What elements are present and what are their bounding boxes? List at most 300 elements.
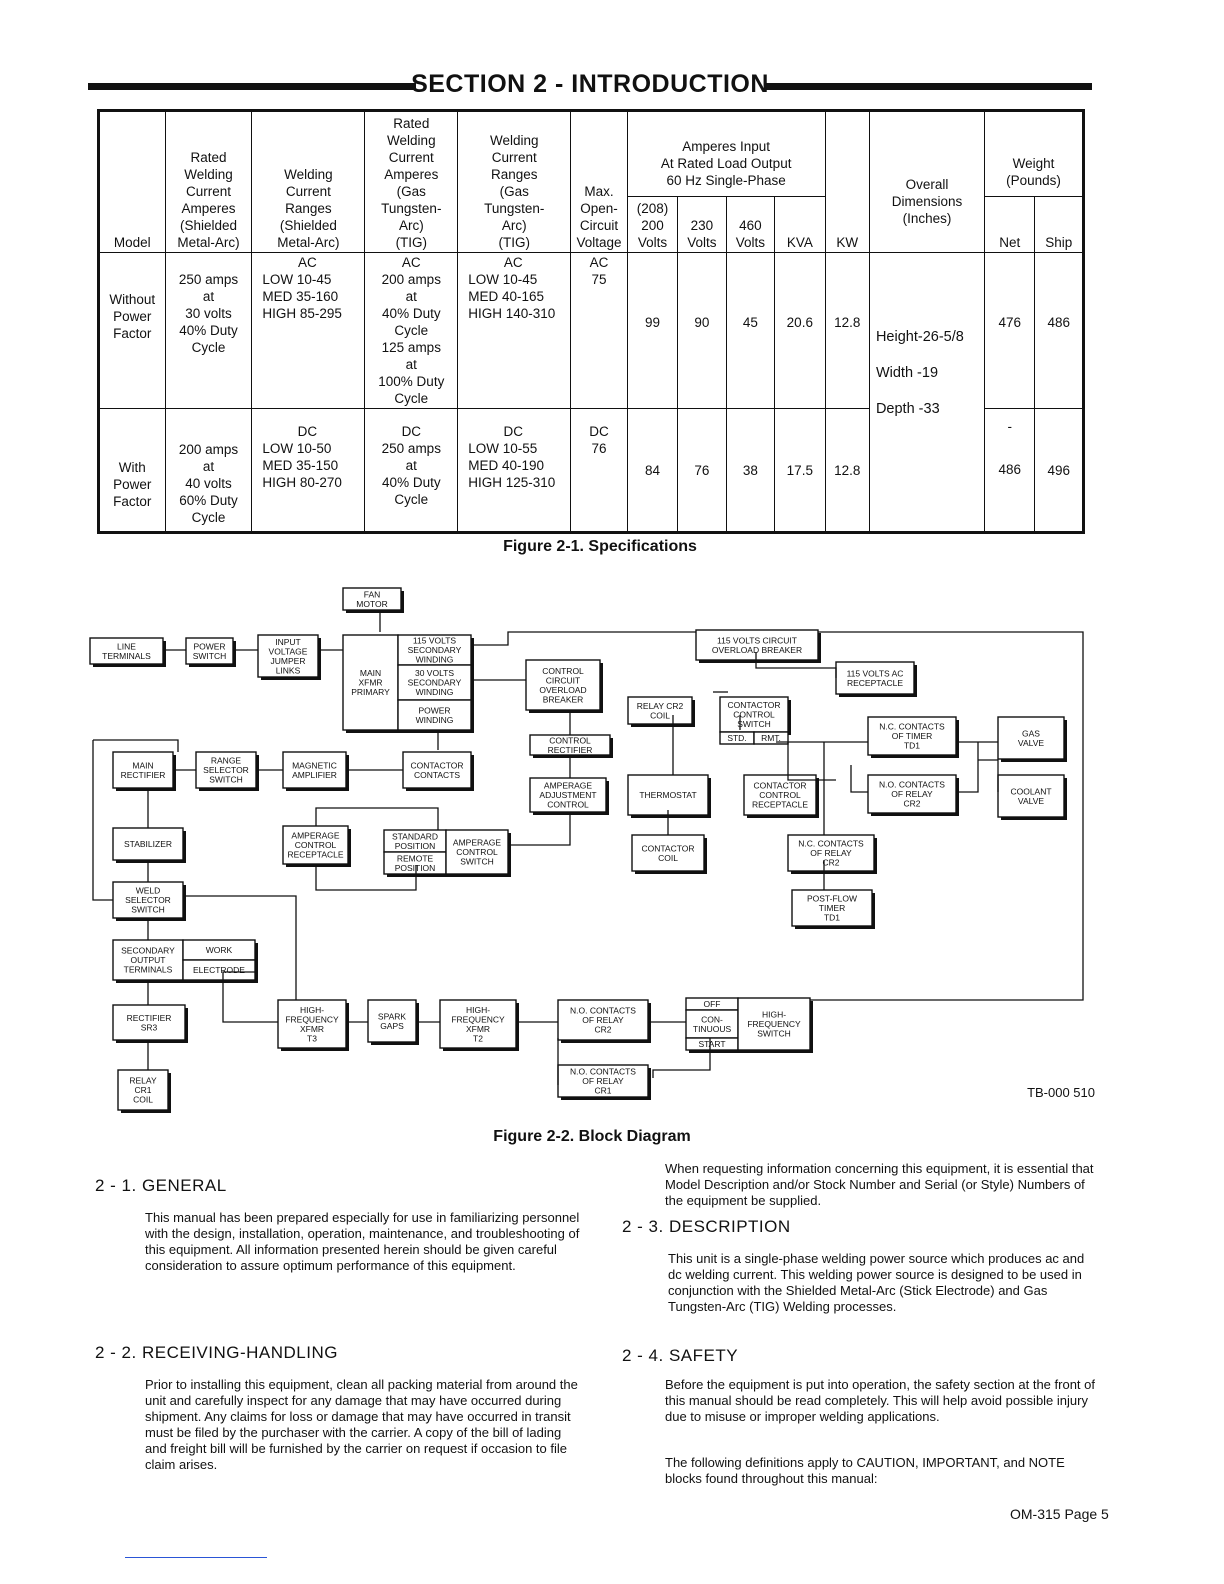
- hdr-net: Net: [985, 197, 1035, 253]
- cell-ship: 496: [1035, 409, 1084, 533]
- block-label: OF RELAY: [582, 1015, 624, 1025]
- cell-line: (Shielded: [279, 218, 337, 233]
- block-label: POWER: [193, 641, 226, 652]
- block-label: SELECTOR: [203, 765, 249, 775]
- cell-rated-tig: [365, 409, 458, 533]
- breaker-115-block: [696, 630, 821, 663]
- text-safety: Before the equipment is put into operation, the safety section at the front of this manual should be read completely. This will help avoid possible injury due to misuse or improper welding applications.: [665, 1377, 1095, 1424]
- cell-line: (TIG): [498, 235, 530, 250]
- block-label: FREQUENCY: [747, 1019, 801, 1029]
- contactor-receptacle-block: [744, 775, 819, 818]
- block-label: VALVE: [1017, 795, 1045, 806]
- cell-line: HIGH 140-310: [468, 306, 556, 321]
- block-label: 115 VOLTS CIRCUIT: [717, 635, 797, 646]
- block-label: N.C. CONTACTS: [798, 838, 864, 849]
- cell-line: LOW 10-45: [262, 272, 332, 287]
- block-label: RECEPTACLE: [846, 677, 904, 688]
- block-label: START: [698, 1039, 726, 1049]
- relay-cr2-coil-block: [628, 697, 695, 727]
- cell-dimensions: [869, 253, 984, 533]
- block-label: T2: [473, 1033, 483, 1044]
- block-label: AMPLIFIER: [292, 769, 337, 780]
- cell-line: AC: [298, 255, 317, 270]
- contactor-coil-block: [632, 835, 707, 874]
- cell-line: [168, 254, 250, 271]
- cell-line: 250 amps: [178, 272, 239, 287]
- cell-kva: 20.6: [775, 253, 825, 409]
- block-label: SPARK: [377, 1011, 407, 1022]
- block-label: HIGH-: [761, 1009, 787, 1020]
- cell-line: Cycle: [191, 340, 226, 355]
- block-label: GAS: [1022, 728, 1040, 739]
- block-label: SELECTOR: [125, 895, 171, 905]
- cell-line: Amperes: [181, 201, 236, 216]
- cell-line: Tungsten-: [381, 201, 442, 216]
- block-label: MAIN: [359, 668, 382, 678]
- amp-receptacle-block: [283, 826, 351, 867]
- cell-line: AC: [589, 255, 609, 270]
- cell-line: 250 amps: [381, 441, 441, 456]
- cell-a200: 99: [627, 253, 677, 409]
- block-label: MOTOR: [356, 598, 388, 609]
- block-label: TD1: [823, 912, 841, 923]
- cell-line: (Pounds): [1006, 172, 1061, 188]
- cell-line: Arc): [398, 218, 424, 233]
- contactor-switch-block: [720, 697, 791, 735]
- block-label: MAGNETIC: [292, 760, 337, 771]
- cell-line: 75: [591, 272, 607, 287]
- cell-line: 60% Duty: [179, 493, 238, 508]
- amp-switch-block: [446, 830, 511, 877]
- cell-rated-smaw: [165, 253, 252, 409]
- cell-line: At Rated Load Output: [660, 156, 792, 171]
- block-label: REMOTE: [396, 853, 434, 864]
- block-label: N.O. CONTACTS: [570, 1005, 636, 1016]
- contactor-contacts-block: [403, 752, 474, 791]
- cell-net: 476: [985, 253, 1035, 409]
- hdr-model: Model: [99, 111, 166, 253]
- cell-line: Cycle: [394, 323, 429, 338]
- cell-line: Current: [285, 184, 331, 199]
- relay-cr1-coil-block: [118, 1070, 171, 1113]
- cell-ocv: [571, 253, 628, 409]
- cell-line: Welding: [387, 133, 436, 148]
- block-label: SWITCH: [460, 856, 494, 867]
- block-label: COIL: [133, 1094, 153, 1105]
- block-label: VALVE: [1017, 737, 1045, 748]
- cell-line: Cycle: [191, 510, 226, 525]
- no-relay-cr1-block: [558, 1065, 651, 1100]
- cell-line: 40% Duty: [382, 475, 441, 490]
- cell-line: Height-26-5/8: [875, 329, 964, 345]
- block-label: CONTROL: [294, 840, 337, 850]
- cell-line: Power: [113, 477, 152, 492]
- hdr-230: [678, 197, 726, 253]
- block-label: POST-FLOW: [806, 893, 858, 904]
- secondary-output-block: [113, 940, 186, 983]
- cell-line: Current: [491, 150, 537, 165]
- cell-line: Power: [113, 309, 152, 324]
- cell-a230: 90: [678, 253, 726, 409]
- cell-line: at: [202, 459, 215, 474]
- cell-line: at: [405, 357, 417, 372]
- block-label: T3: [307, 1033, 317, 1044]
- cell-line: Volts: [687, 235, 717, 250]
- nc-relay-cr2-block: [788, 835, 877, 874]
- main-rectifier-block: [113, 752, 176, 791]
- cell-line: Width -19: [875, 365, 939, 381]
- cell-line: 200 amps: [178, 442, 239, 457]
- cell-line: LOW 10-45: [468, 272, 538, 287]
- cell-rated-tig: [365, 253, 458, 409]
- block-label: CONTACTOR: [641, 843, 695, 854]
- figure-1-caption: Figure 2-1. Specifications: [503, 538, 697, 555]
- hdr-rated-tig: [365, 111, 458, 253]
- block-label: JUMPER: [270, 655, 306, 666]
- cell-line: (TIG): [395, 235, 428, 250]
- block-label: INPUT: [275, 636, 301, 647]
- figure-2-caption: Figure 2-2. Block Diagram: [493, 1128, 691, 1145]
- cell-line: (208): [636, 201, 669, 216]
- block-label: POWER: [418, 705, 451, 716]
- block-label: RECEPTACLE: [287, 849, 344, 860]
- block-label: SWITCH: [131, 904, 165, 915]
- cell-line: DC: [297, 424, 318, 439]
- block-label: XFMR: [465, 1023, 491, 1034]
- block-label: CONTROL: [549, 735, 591, 746]
- block-label: ELECTRODE: [193, 965, 245, 975]
- hdr-weight: [985, 111, 1084, 197]
- cell-line: Circuit: [579, 218, 619, 233]
- cell-line: HIGH 80-270: [262, 475, 342, 490]
- block-label: STABILIZER: [123, 839, 173, 849]
- block-label: CR2: [594, 1024, 612, 1035]
- hdr-kva: KVA: [775, 197, 825, 253]
- hdr-460: [726, 197, 774, 253]
- hf-xfmr-t2-block: [440, 1000, 519, 1051]
- block-label: OF RELAY: [891, 789, 933, 799]
- power-switch-block: [186, 638, 236, 667]
- cell-line: Weight: [1012, 155, 1055, 171]
- cell-line: 76: [591, 441, 607, 456]
- block-label: OF RELAY: [582, 1076, 624, 1086]
- cell-line: Factor: [113, 494, 152, 509]
- block-label: LINE: [117, 641, 136, 652]
- cell-line: Metal-Arc): [177, 235, 240, 250]
- block-label: OUTPUT: [130, 955, 166, 965]
- cell-line: Metal-Arc): [277, 235, 340, 250]
- block-label: SECONDARY: [407, 677, 462, 688]
- text-safety-2: The following definitions apply to CAUTION, IMPORTANT, and NOTE blocks found throughout this manual:: [665, 1455, 1065, 1486]
- cell-a460: 45: [726, 253, 774, 409]
- text-general: This manual has been prepared especially for use in familiarizing personnel with the design, installation, operation, maintenance, and troubleshooting of this equipment. All information presented herein should be given careful consideration to assure optimum performance of this equipment.: [145, 1210, 580, 1273]
- cell-ranges-tig: [458, 253, 571, 409]
- no-relay-cr2-block: [868, 775, 959, 816]
- cell-line: 40 volts: [185, 476, 232, 491]
- block-label: CR1: [134, 1085, 152, 1095]
- block-label: OF RELAY: [810, 848, 852, 858]
- block-label: XFMR: [358, 677, 383, 688]
- secondary-30-block: [398, 665, 474, 703]
- block-label: FAN: [363, 589, 381, 600]
- magnetic-amp-block: [283, 752, 349, 791]
- block-label: AMPERAGE: [291, 830, 340, 841]
- hdr-ocv: [571, 111, 628, 253]
- weld-selector-block: [113, 882, 186, 921]
- block-label: CONTROL: [456, 847, 498, 857]
- block-label: OF TIMER: [891, 731, 933, 741]
- block-label: RECEPTACLE: [751, 799, 809, 810]
- cell-line: MED 40-190: [468, 458, 545, 473]
- block-label: XFMR: [299, 1023, 325, 1034]
- block-label: OVERLOAD BREAKER: [711, 644, 803, 655]
- cell-line: 60 Hz Single-Phase: [666, 173, 786, 188]
- hdr-kw: KW: [825, 111, 869, 253]
- bottom-rule: [125, 1557, 267, 1558]
- cell-line: MED 40-165: [468, 289, 545, 304]
- block-label: TERMINALS: [123, 964, 173, 975]
- cell-ranges-tig: [458, 409, 571, 533]
- post-flow-block: [792, 890, 875, 929]
- block-label: PRIMARY: [351, 687, 390, 697]
- cell-line: Welding: [489, 133, 539, 148]
- block-label: HIGH-: [299, 1004, 325, 1015]
- cell-line: (Inches): [902, 211, 952, 226]
- control-breaker-block: [526, 660, 603, 713]
- block-label: RECTIFIER: [120, 769, 166, 780]
- cell-kw: 12.8: [825, 409, 869, 533]
- block-label: HIGH-: [465, 1004, 491, 1015]
- hdr-ship: Ship: [1035, 197, 1084, 253]
- block-label: WINDING: [415, 714, 454, 725]
- block-label: COIL: [658, 852, 678, 863]
- block-label: N.O. CONTACTS: [879, 779, 945, 790]
- block-label: TD1: [903, 740, 921, 751]
- block-label: CIRCUIT: [545, 675, 581, 686]
- cell-line: Cycle: [394, 492, 429, 507]
- hdr-amps-input: [627, 111, 825, 197]
- block-label: STANDARD: [391, 831, 439, 842]
- cell-kva: 17.5: [775, 409, 825, 533]
- block-label: TERMINALS: [102, 650, 151, 661]
- hf-xfmr-t3-block: [278, 1000, 349, 1051]
- block-diagram: [88, 580, 1108, 1130]
- text-requesting: When requesting information concerning this equipment, it is essential that Model Description and/or Stock Number and Serial (or Style) Numbers of the equipment be supplied.: [665, 1161, 1094, 1208]
- block-label: COIL: [650, 710, 670, 721]
- block-label: CONTACTOR: [410, 760, 464, 771]
- cell-line: Welding: [184, 167, 233, 182]
- nc-timer-td1-block: [868, 717, 959, 758]
- block-label: TINUOUS: [692, 1023, 732, 1034]
- block-label: POSITION: [394, 862, 436, 873]
- amp-adjust-block: [530, 778, 609, 815]
- cell-line: Rated: [393, 116, 430, 131]
- block-label: CONTROL: [759, 790, 801, 800]
- power-winding-block: [398, 700, 474, 733]
- block-label: AMPERAGE: [543, 780, 593, 791]
- block-label: 115 VOLTS: [412, 635, 457, 646]
- cell-line: Ranges: [285, 201, 332, 216]
- cell-line: Current: [185, 184, 231, 199]
- cell-line: Amperes Input: [682, 139, 771, 154]
- cell-ship: 486: [1035, 253, 1084, 409]
- heading-receiving: 2 - 2. RECEIVING-HANDLING: [95, 1343, 338, 1362]
- block-label: CONTACTOR: [727, 700, 781, 710]
- cell-line: 40% Duty: [179, 323, 238, 338]
- drawing-number: TB-000 510: [1027, 1085, 1095, 1100]
- rmt-position-label: RMT.: [761, 733, 781, 743]
- block-label: 115 VOLTS AC: [846, 668, 904, 679]
- block-label: SWITCH: [209, 774, 243, 785]
- block-label: WINDING: [415, 687, 454, 697]
- fan-motor-block: [343, 588, 404, 613]
- cell-rated-smaw: [165, 409, 252, 533]
- cell-a230: 76: [678, 409, 726, 533]
- cell-line: With: [118, 460, 146, 475]
- block-label: OFF: [703, 999, 721, 1009]
- block-label: CONTROL: [547, 799, 589, 810]
- main-xfmr-block: [343, 635, 401, 733]
- hf-switch-block: [738, 998, 813, 1053]
- cell-line: Current: [388, 150, 434, 165]
- heading-safety: 2 - 4. SAFETY: [622, 1346, 739, 1365]
- range-selector-block: [196, 752, 259, 791]
- coolant-valve-block: [998, 775, 1067, 820]
- control-rectifier-block: [530, 735, 613, 758]
- block-label: CR1: [594, 1085, 612, 1096]
- block-label: CONTROL: [542, 665, 584, 676]
- block-label: CR2: [822, 857, 840, 868]
- text-description: This unit is a single-phase welding power source which produces ac and dc welding current. This welding power source is designed to be used in conjunction with the Shielded Metal-Arc (Stick Electrode) and Gas Tungsten-Arc (TIG) Welding processes.: [668, 1251, 1085, 1314]
- cell-line: Dimensions: [891, 194, 963, 209]
- heading-description: 2 - 3. DESCRIPTION: [622, 1217, 791, 1236]
- cell-line: Rated: [190, 150, 227, 165]
- specifications-table: [97, 109, 1085, 534]
- block-label: RECTIFIER: [126, 1012, 172, 1023]
- cell-line: at: [202, 289, 215, 304]
- hdr-dims: [869, 111, 984, 253]
- spark-gaps-block: [368, 1000, 419, 1045]
- cell-ranges-smaw: [252, 409, 365, 533]
- block-label: AMPERAGE: [452, 837, 502, 848]
- cell-line: LOW 10-50: [262, 441, 332, 456]
- cell-line: DC: [401, 424, 422, 439]
- block-label: SECONDARY: [121, 945, 175, 956]
- cell-line: LOW 10-55: [468, 441, 538, 456]
- hdr-208: [627, 197, 677, 253]
- cell-line: 200: [641, 218, 664, 233]
- hdr-rated-smaw: [165, 111, 252, 253]
- block-label: SR3: [140, 1022, 158, 1033]
- block-label: SWITCH: [737, 719, 771, 729]
- cell-line: 200 amps: [381, 272, 441, 287]
- block-label: CONTROL: [733, 709, 775, 720]
- stabilizer-block: [113, 828, 186, 863]
- block-label: MAIN: [132, 760, 154, 771]
- cell-line: 100% Duty: [378, 374, 445, 389]
- cell-line: AC: [401, 255, 421, 270]
- line-terminals-block: [90, 638, 166, 667]
- cell-line: Volts: [637, 235, 668, 250]
- block-label: RELAY: [129, 1075, 157, 1086]
- cell-line: Cycle: [394, 391, 429, 406]
- cell-line: Voltage: [576, 235, 622, 250]
- cell-line: Tungsten-: [484, 201, 545, 216]
- block-label: RANGE: [210, 755, 242, 766]
- block-label: LINKS: [275, 665, 301, 676]
- block-label: FREQUENCY: [285, 1014, 339, 1025]
- block-label: WINDING: [415, 654, 454, 665]
- start-position-block: [686, 1038, 741, 1053]
- cell-line: (Shielded: [179, 218, 237, 233]
- cell-line: Without: [109, 292, 156, 307]
- cell-line: 230: [690, 218, 714, 233]
- cell-line: 125 amps: [381, 340, 441, 355]
- standard-position-block: [384, 830, 449, 855]
- block-label: TIMER: [818, 903, 846, 913]
- block-label: SECONDARY: [407, 645, 462, 655]
- block-label: WELD: [135, 885, 161, 896]
- gas-valve-block: [998, 717, 1067, 762]
- thermostat-block: [628, 775, 711, 818]
- section-title: SECTION 2 - INTRODUCTION: [411, 70, 769, 98]
- net-dash: -: [1007, 419, 1012, 434]
- cell-line: DC: [589, 424, 609, 439]
- continuous-position-block: [686, 1010, 741, 1041]
- block-label: WORK: [205, 945, 233, 955]
- cell-line: Depth -33: [875, 401, 940, 417]
- cell-line: Open-: [580, 201, 618, 216]
- cell-ocv: [571, 409, 628, 533]
- cell-line: DC: [503, 424, 523, 439]
- hdr-ranges-smaw: [252, 111, 365, 253]
- block-label: THERMOSTAT: [639, 790, 697, 800]
- cell-line: 30 volts: [185, 306, 232, 321]
- block-label: RECTIFIER: [547, 744, 593, 755]
- receptacle-115-block: [836, 662, 917, 697]
- cell-line: Welding: [284, 167, 333, 182]
- cell-line: MED 35-160: [262, 289, 339, 304]
- block-label: CONTACTOR: [753, 780, 807, 791]
- block-label: VOLTAGE: [268, 646, 308, 657]
- std-position-label: STD.: [727, 733, 747, 743]
- cell-line: Amperes: [384, 167, 439, 182]
- section-header: [88, 70, 1092, 102]
- block-label: N.C. CONTACTS: [879, 721, 945, 732]
- cell-model: [99, 253, 166, 409]
- block-label: ADJUSTMENT: [539, 790, 597, 800]
- cell-line: (Gas: [499, 184, 529, 199]
- block-label: COOLANT: [1010, 786, 1052, 797]
- block-label: CON-: [701, 1014, 723, 1025]
- page-footer: OM-315 Page 5: [1010, 1506, 1109, 1522]
- cell-line: Overall: [905, 177, 949, 192]
- block-label: SWITCH: [192, 650, 227, 661]
- cell-line: HIGH 85-295: [262, 306, 342, 321]
- cell-line: Arc): [501, 218, 527, 233]
- cell-kw: 12.8: [825, 253, 869, 409]
- block-label: GAPS: [380, 1020, 404, 1031]
- block-label: CONTACTS: [413, 769, 461, 780]
- rectifier-sr3-block: [113, 1005, 188, 1043]
- block-label: N.O. CONTACTS: [570, 1066, 636, 1077]
- cell-line: 40% Duty: [382, 306, 441, 321]
- cell-line: Volts: [735, 235, 765, 250]
- block-label: RELAY CR2: [636, 700, 684, 711]
- cell-line: 460: [739, 218, 762, 233]
- cell-line: (Gas: [396, 184, 426, 199]
- cell-line: Factor: [113, 326, 152, 341]
